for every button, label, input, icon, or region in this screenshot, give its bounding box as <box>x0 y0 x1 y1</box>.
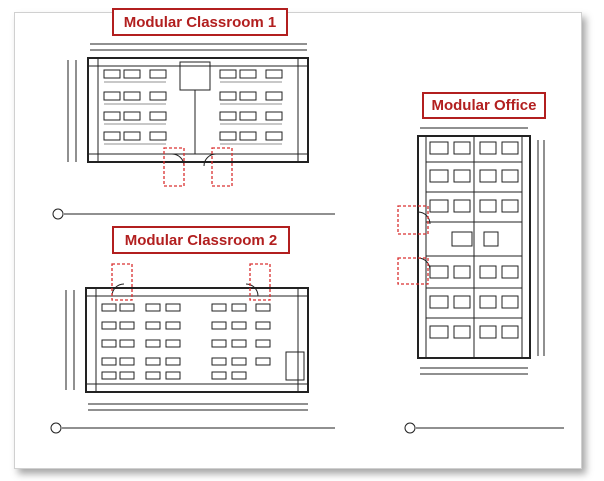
title-modular-classroom-2: Modular Classroom 2 <box>112 226 290 254</box>
title-modular-classroom-1: Modular Classroom 1 <box>112 8 288 36</box>
door-highlight-office <box>398 206 428 284</box>
title-modular-office: Modular Office <box>422 92 546 119</box>
